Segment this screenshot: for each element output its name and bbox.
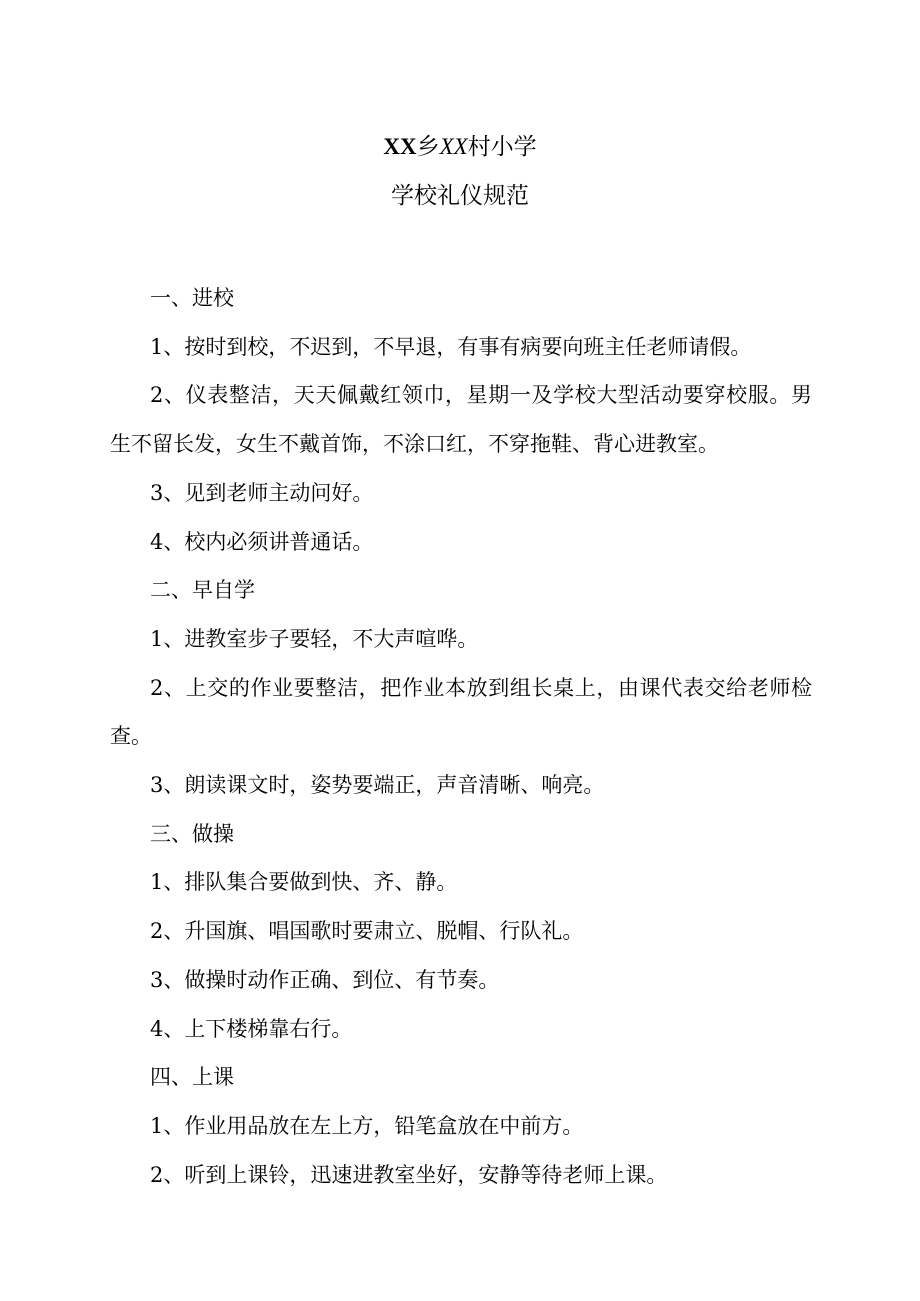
- title-school: 村小学: [467, 134, 537, 160]
- title-xx-1: XX: [383, 134, 417, 159]
- rule-item: 4、上下楼梯靠右行。: [150, 1016, 353, 1041]
- title-xiang: 乡: [416, 134, 440, 160]
- rule-item: 2、升国旗、唱国歌时要肃立、脱帽、行队礼。: [150, 919, 584, 944]
- document-title: [0, 128, 920, 161]
- section-heading: 三、做操: [150, 821, 234, 846]
- title-xx-2: XX: [439, 134, 468, 159]
- rule-item: 1、排队集合要做到快、齐、静。: [150, 870, 458, 895]
- rule-item: 1、进教室步子要轻，不大声喧哗。: [150, 626, 479, 651]
- rule-item: 2、听到上课铃，迅速进教室坐好，安静等待老师上课。: [150, 1162, 668, 1187]
- rule-item: 2、仪表整洁，天天佩戴红领巾，星期一及学校大型活动要穿校服。男生不留长发，女生不戴首饰，不涂口红，不穿拖鞋、背心进教室。: [110, 383, 812, 457]
- document-body: [110, 274, 812, 1199]
- rule-item: 3、做操时动作正确、到位、有节奏。: [150, 967, 500, 992]
- rule-item: 3、见到老师主动问好。: [150, 480, 374, 505]
- rule-item: 1、作业用品放在左上方，铅笔盒放在中前方。: [150, 1113, 584, 1138]
- section-heading: 四、上课: [150, 1065, 234, 1090]
- section-heading: 二、早自学: [150, 578, 255, 603]
- section-heading: 一、进校: [150, 286, 234, 310]
- document-subtitle: 学校礼仪规范: [391, 183, 529, 209]
- rule-item: 4、校内必须讲普通话。: [150, 529, 374, 554]
- rule-item: 1、按时到校，不迟到，不早退，有事有病要向班主任老师请假。: [150, 334, 752, 359]
- rule-item: 3、朗读课文时，姿势要端正，声音清晰、响亮。: [150, 773, 605, 798]
- rule-item: 2、上交的作业要整洁，把作业本放到组长桌上，由课代表交给老师检查。: [110, 675, 812, 749]
